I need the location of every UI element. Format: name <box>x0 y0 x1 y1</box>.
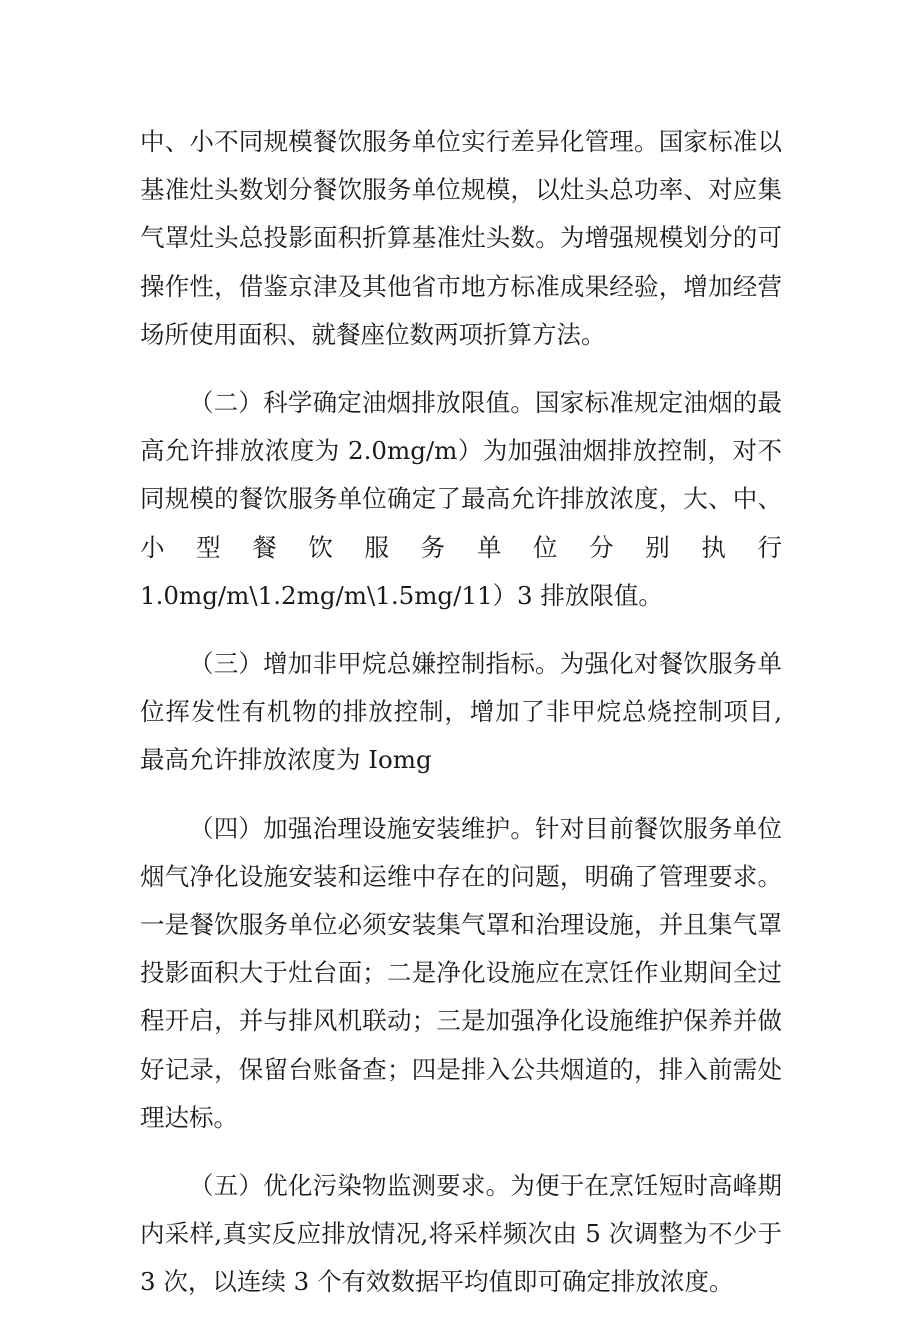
document-body <box>140 118 782 1327</box>
paragraph-monitoring-requirements: （五）优化污染物监测要求。为便于在烹饪短时高峰期内采样,真实反应排放情况,将采样频次由 5 次调整为不少于 3 次，以连续 3 个有效数据平均值即可确定排放浓度。 <box>140 1171 782 1297</box>
paragraph-scale-management: 中、小不同规模餐饮服务单位实行差异化管理。国家标准以基准灶头数划分餐饮服务单位规模，以灶头总功率、对应集气罩灶头总投影面积折算基准灶头数。为增强规模划分的可操作性，借鉴京津及其他省市地方标准成果经验，增加经营场所使用面积、就餐座位数两项折算方法。 <box>140 127 782 349</box>
paragraph-nmhc-control: （三）增加非甲烷总嫌控制指标。为强化对餐饮服务单位挥发性有机物的排放控制，增加了非甲烷总烧控制项目,最高允许排放浓度为 Iomg <box>140 649 782 775</box>
paragraph-oil-fume-limits: （二）科学确定油烟排放限值。国家标准规定油烟的最高允许排放浓度为 2.0mg∕m）为加强油烟排放控制，对不同规模的餐饮服务单位确定了最高允许排放浓度，大、中、小型餐饮服务单位分别执行 1.0mg∕m\1.2mg∕m\1.5mg∕11）3 排放限值。 <box>140 388 782 610</box>
paragraph-facility-maintenance: （四）加强治理设施安装维护。针对目前餐饮服务单位烟气净化设施安装和运维中存在的问题，明确了管理要求。一是餐饮服务单位必须安装集气罩和治理设施，并且集气罩投影面积大于灶台面；二是净化设施应在烹饪作业期间全过程开启，并与排风机联动；三是加强净化设施维护保养并做好记录，保留台账备查；四是排入公共烟道的，排入前需处理达标。 <box>140 813 782 1132</box>
